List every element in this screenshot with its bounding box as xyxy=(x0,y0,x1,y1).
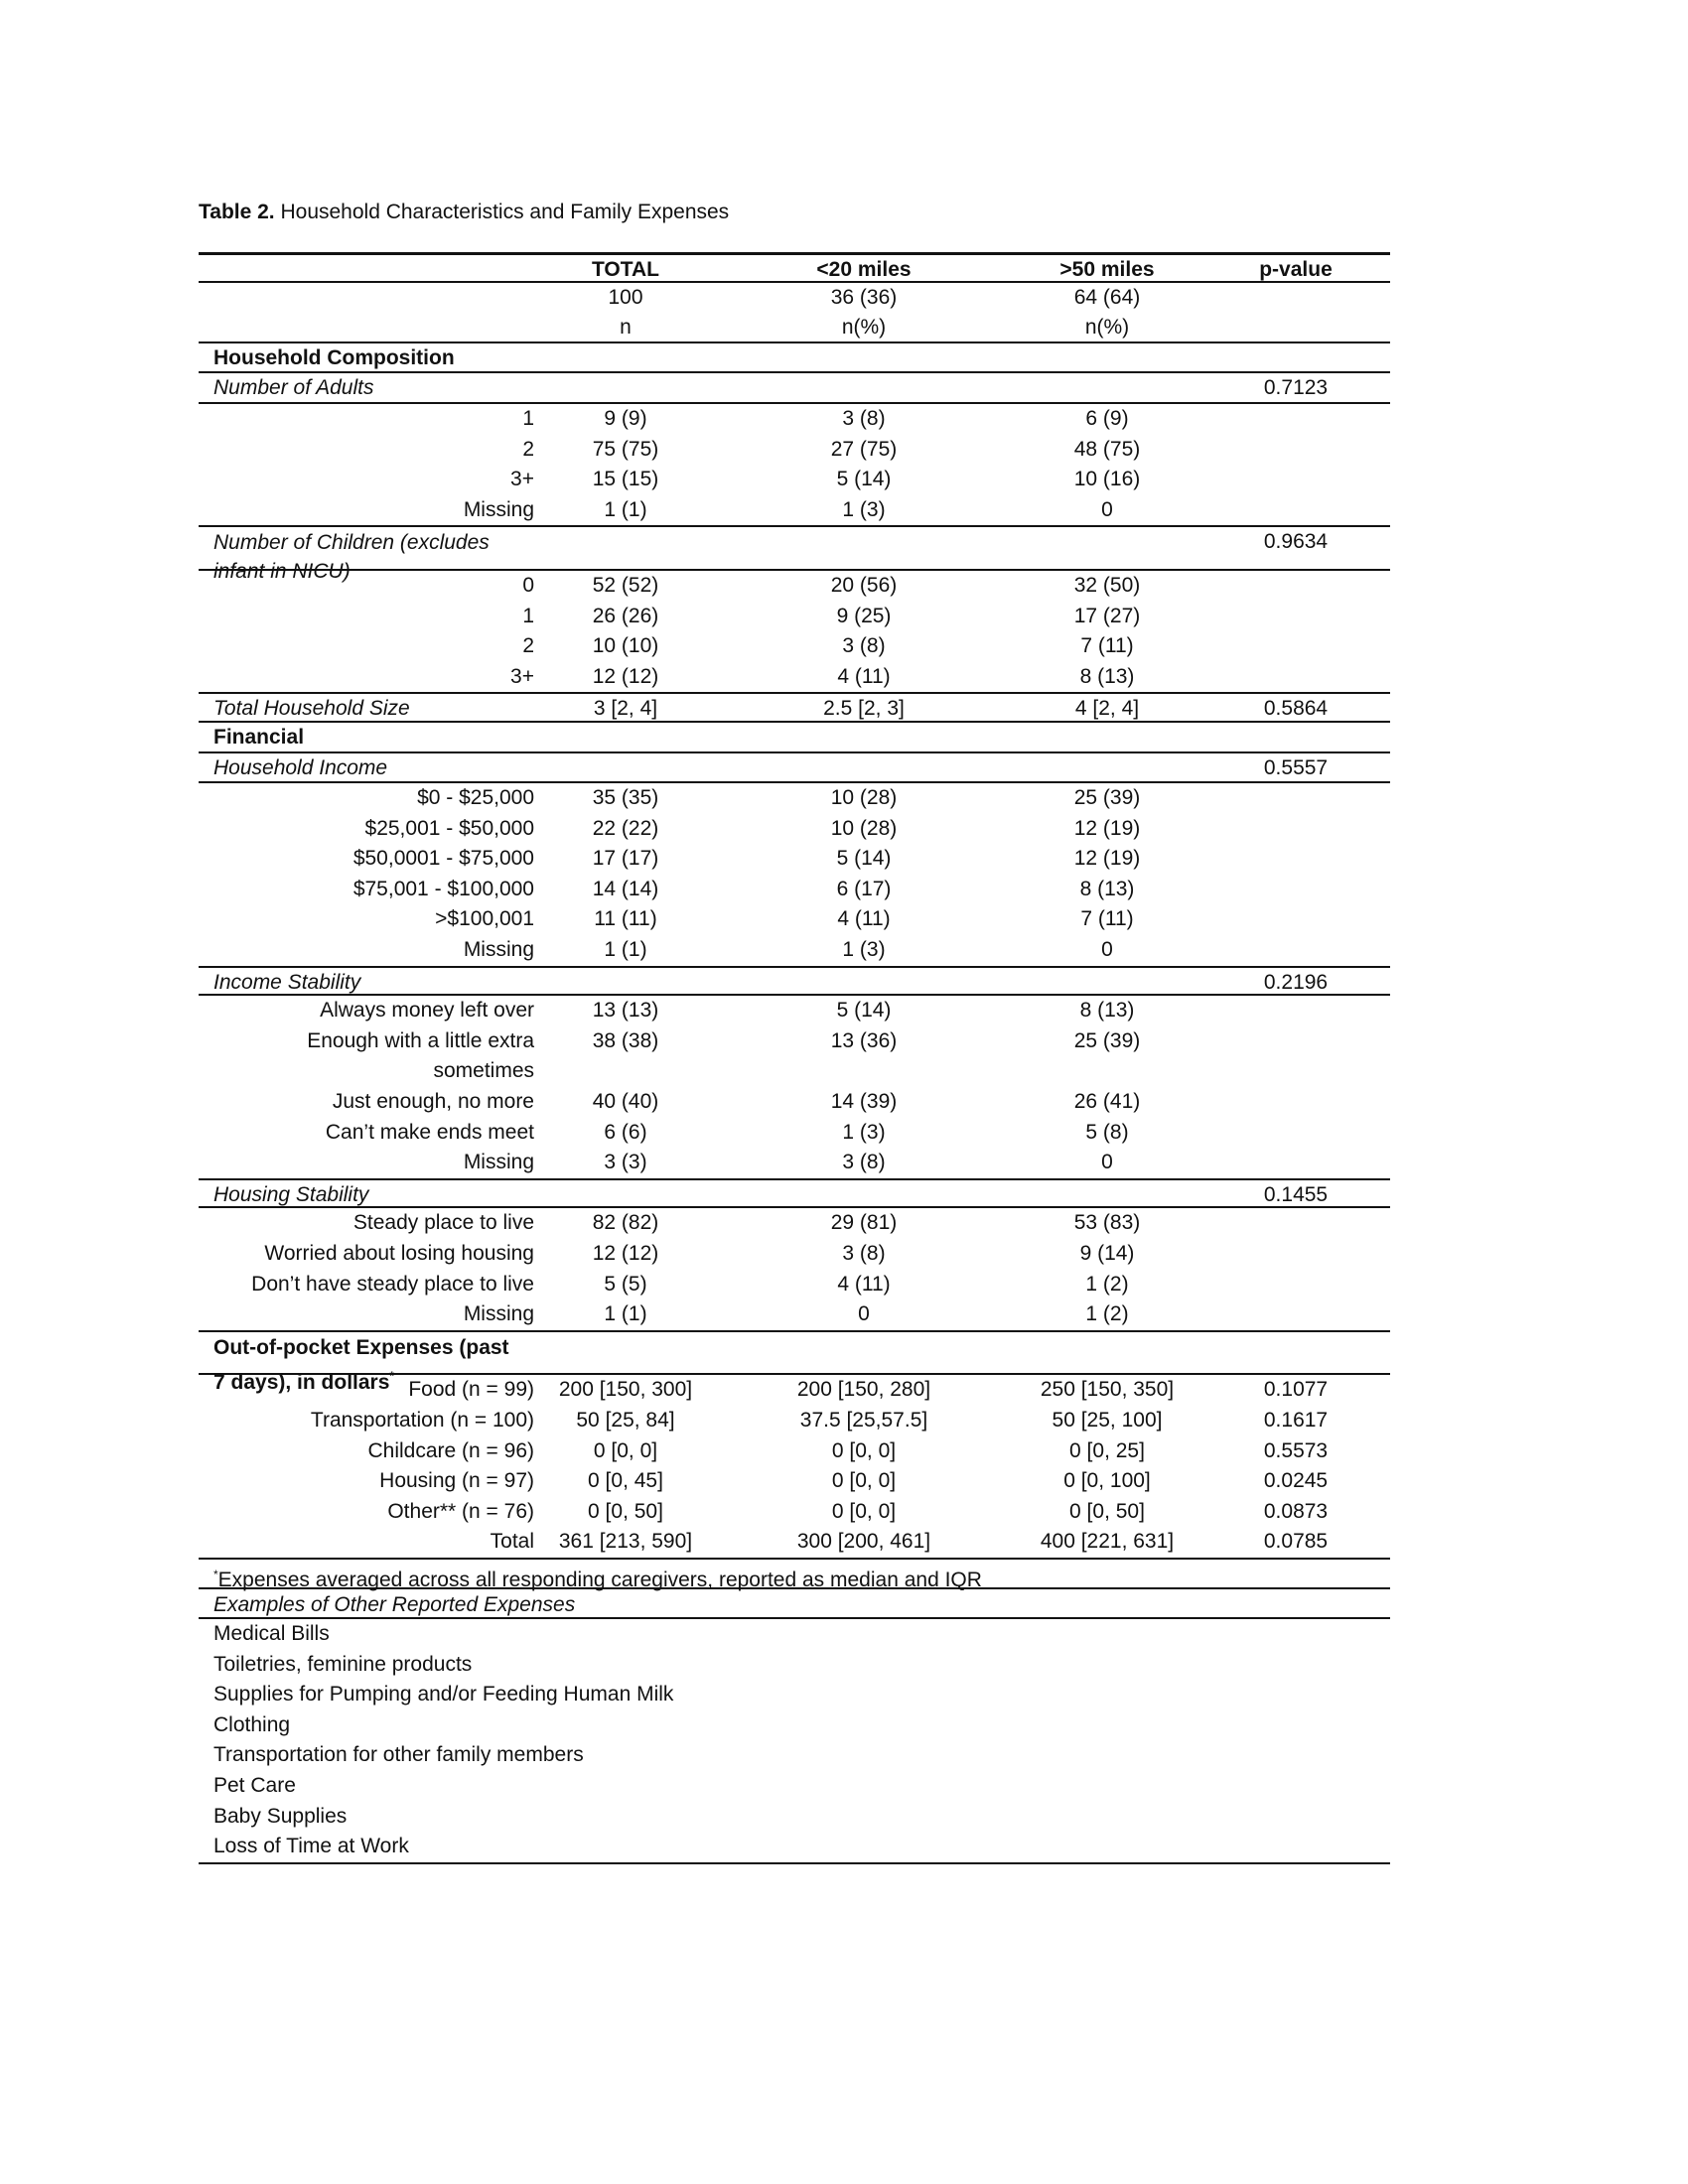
cell-pvalue: 0.0873 xyxy=(1263,1499,1329,1523)
row-label: 3+ xyxy=(510,664,534,688)
count-far: 64 (64) xyxy=(1073,285,1141,309)
table-row xyxy=(199,631,1390,662)
oop-line-2: 7 days), in dollars xyxy=(213,1370,390,1394)
cell-near: 4 (11) xyxy=(837,907,891,931)
cell-near: 1 (3) xyxy=(842,1120,886,1144)
section-label: Financial xyxy=(213,725,305,749)
row-label: 2 xyxy=(522,437,534,461)
table-row xyxy=(199,904,1390,935)
row-label: 1 xyxy=(522,406,534,430)
cell-pvalue xyxy=(1201,495,1390,526)
row-label: 1 xyxy=(522,604,534,627)
cell-near xyxy=(715,1056,1013,1087)
cell-far: 53 (83) xyxy=(1073,1211,1141,1235)
income-stability-rows xyxy=(199,996,1390,1178)
table-row xyxy=(199,1270,1390,1300)
table-row xyxy=(199,1239,1390,1270)
cell-pvalue xyxy=(1201,631,1390,662)
cell-near: 37.5 [25,57.5] xyxy=(799,1408,928,1432)
cell-far: 26 (41) xyxy=(1073,1090,1141,1114)
cell-far: 48 (75) xyxy=(1073,437,1141,461)
cell-pvalue xyxy=(1201,783,1390,814)
income-rows xyxy=(199,783,1390,966)
other-expenses-list xyxy=(199,1619,1390,1864)
cell-near: 6 (17) xyxy=(836,877,892,900)
row-label: Total Household Size xyxy=(213,697,410,721)
cell-total: 12 (12) xyxy=(592,1242,659,1265)
cell-far: 0 xyxy=(1101,497,1113,521)
cell-near: 3 (8) xyxy=(842,406,886,430)
cell-near: 3 (8) xyxy=(842,634,886,658)
row-label: Enough with a little extra xyxy=(307,1028,534,1052)
row-label: Total xyxy=(490,1530,534,1554)
cell-near: 10 (28) xyxy=(830,816,898,840)
cell-far: 25 (39) xyxy=(1073,786,1141,810)
row-label: Just enough, no more xyxy=(332,1090,534,1114)
unit-total: n xyxy=(620,316,632,340)
cell-pvalue xyxy=(1201,1026,1390,1057)
section-label: Household Composition xyxy=(213,345,455,369)
cell-total: 82 (82) xyxy=(592,1211,659,1235)
cell-pvalue xyxy=(1201,904,1390,935)
table-row xyxy=(199,495,1390,526)
count-total: 100 xyxy=(608,285,643,309)
cell-total: 1 (1) xyxy=(604,938,647,962)
cell-near: 29 (81) xyxy=(830,1211,898,1235)
cell-total: 22 (22) xyxy=(592,816,659,840)
caption-title: Household Characteristics and Family Expenses xyxy=(274,201,730,223)
count-near: 36 (36) xyxy=(830,285,898,309)
cell-near: 13 (36) xyxy=(830,1028,898,1052)
cell-pvalue: 0.1617 xyxy=(1263,1408,1329,1432)
row-label: Childcare (n = 96) xyxy=(367,1438,534,1462)
group-pvalue: 0.2196 xyxy=(1263,970,1329,994)
table-row xyxy=(199,1118,1390,1149)
row-label: Missing xyxy=(463,1302,534,1326)
cell-pvalue xyxy=(1201,1270,1390,1300)
cell-total: 15 (15) xyxy=(592,468,659,491)
header-total: TOTAL xyxy=(591,258,660,281)
table-row xyxy=(199,662,1390,693)
cell-near: 3 (8) xyxy=(842,1242,886,1265)
header-pvalue: p-value xyxy=(1259,258,1333,281)
header-near: <20 miles xyxy=(816,258,912,281)
cell-pvalue xyxy=(1201,875,1390,905)
cell-far: 17 (27) xyxy=(1073,604,1141,627)
list-item: Pet Care xyxy=(213,1773,296,1797)
group-label: Number of Adults xyxy=(213,376,374,400)
household-size-row xyxy=(199,692,1390,723)
group-income xyxy=(199,753,1390,784)
cell-total: 11 (11) xyxy=(594,907,657,931)
table-row xyxy=(199,571,1390,602)
cell-far: 8 (13) xyxy=(1079,877,1135,900)
cell-near: 9 (25) xyxy=(836,604,892,627)
table-row xyxy=(199,1375,1390,1406)
cell-far: 6 (9) xyxy=(1085,406,1129,430)
row-label: Worried about losing housing xyxy=(264,1242,534,1265)
cell-total: 0 [0, 45] xyxy=(588,1469,663,1493)
cell-near: 0 [0, 0] xyxy=(831,1499,897,1523)
row-label: Missing xyxy=(463,497,534,521)
cell-pvalue xyxy=(1201,1087,1390,1118)
cell-far: 4 [2, 4] xyxy=(1074,697,1140,721)
group-label: Number of Children (excludes infant in NICU) xyxy=(213,531,490,584)
housing-stability-rows xyxy=(199,1208,1390,1329)
cell-total: 1 (1) xyxy=(604,1302,647,1326)
cell-near: 0 xyxy=(858,1302,870,1326)
group-housing-stability xyxy=(199,1178,1390,1209)
cell-pvalue xyxy=(1201,1148,1390,1178)
cell-pvalue xyxy=(1201,1239,1390,1270)
cell-total: 40 (40) xyxy=(592,1090,659,1114)
row-label: Food (n = 99) xyxy=(408,1378,534,1402)
cell-near: 0 [0, 0] xyxy=(831,1469,897,1493)
cell-total: 200 [150, 300] xyxy=(558,1378,693,1402)
row-label: Steady place to live xyxy=(352,1211,534,1235)
table-row xyxy=(199,1026,1390,1057)
row-label: 2 xyxy=(522,634,534,658)
cell-far: 5 (8) xyxy=(1085,1120,1129,1144)
cell-pvalue xyxy=(1201,465,1390,495)
table-row xyxy=(199,1087,1390,1118)
group-label: Housing Stability xyxy=(213,1182,369,1206)
cell-total: 50 [25, 84] xyxy=(576,1408,675,1432)
group-pvalue: 0.1455 xyxy=(1263,1182,1329,1206)
header-row xyxy=(199,252,1390,283)
cell-near: 3 (8) xyxy=(842,1151,886,1174)
cell-total: 52 (52) xyxy=(592,573,659,597)
cell-pvalue xyxy=(1201,404,1390,435)
row-label: sometimes xyxy=(433,1059,534,1083)
row-label: Always money left over xyxy=(320,999,534,1023)
footnote-mark: * xyxy=(213,1567,218,1581)
cell-pvalue xyxy=(1201,814,1390,845)
list-item: Loss of Time at Work xyxy=(213,1835,409,1858)
cell-near: 27 (75) xyxy=(830,437,898,461)
list-item: Transportation for other family members xyxy=(213,1743,584,1767)
list-item: Baby Supplies xyxy=(213,1804,348,1828)
cell-total: 13 (13) xyxy=(592,999,659,1023)
footnote-text: Expenses averaged across all responding caregivers, reported as median and IQR xyxy=(217,1568,982,1591)
header-cell xyxy=(199,255,536,281)
cell-total: 10 (10) xyxy=(592,634,659,658)
cell-far: 7 (11) xyxy=(1080,634,1134,658)
cell-near: 4 (11) xyxy=(837,1272,891,1296)
cell-pvalue: 0.1077 xyxy=(1263,1378,1329,1402)
group-children xyxy=(199,525,1390,584)
cell-total: 0 [0, 0] xyxy=(593,1438,658,1462)
cell-pvalue xyxy=(1201,662,1390,693)
cell-total: 3 (3) xyxy=(604,1151,647,1174)
unit-far: n(%) xyxy=(1084,316,1130,340)
cell-pvalue xyxy=(1201,1208,1390,1239)
cell-far: 1 (2) xyxy=(1085,1302,1129,1326)
table-row xyxy=(199,602,1390,632)
cell-near: 5 (14) xyxy=(836,999,892,1023)
cell-total: 38 (38) xyxy=(592,1028,659,1052)
expense-rows xyxy=(199,1375,1390,1558)
cell-far: 250 [150, 350] xyxy=(1040,1378,1175,1402)
group-label: Household Income xyxy=(213,755,388,779)
oop-line-1: Out-of-pocket Expenses (past xyxy=(213,1335,509,1359)
row-label: $75,001 - $100,000 xyxy=(352,877,534,900)
table-row xyxy=(199,435,1390,466)
cell-far: 9 (14) xyxy=(1079,1242,1135,1265)
table-row xyxy=(199,1497,1390,1528)
table-row xyxy=(199,1527,1390,1558)
table-row xyxy=(199,1436,1390,1467)
cell-far: 12 (19) xyxy=(1073,816,1141,840)
cell-total: 6 (6) xyxy=(604,1120,647,1144)
row-label: $50,0001 - $75,000 xyxy=(352,847,534,871)
caption-label: Table 2. xyxy=(199,201,275,223)
group-label: Income Stability xyxy=(213,970,361,994)
cell-far: 32 (50) xyxy=(1073,573,1141,597)
header-far: >50 miles xyxy=(1059,258,1155,281)
list-item: Clothing xyxy=(213,1712,291,1736)
cell-pvalue: 0.5573 xyxy=(1263,1438,1329,1462)
row-label: Missing xyxy=(463,938,534,962)
row-label: Housing (n = 97) xyxy=(379,1469,534,1493)
table-row xyxy=(199,465,1390,495)
row-label: Missing xyxy=(463,1151,534,1174)
cell-pvalue xyxy=(1201,1056,1390,1087)
cell-total: 35 (35) xyxy=(592,786,659,810)
table-row xyxy=(199,1148,1390,1178)
cell-total: 361 [213, 590] xyxy=(558,1530,693,1554)
cell-far: 10 (16) xyxy=(1073,468,1141,491)
group-pvalue: 0.5557 xyxy=(1263,755,1329,779)
table-row xyxy=(199,1208,1390,1239)
units-row xyxy=(199,313,1390,343)
table-row xyxy=(199,844,1390,875)
table-row xyxy=(199,783,1390,814)
row-label: $25,001 - $50,000 xyxy=(364,816,534,840)
cell-pvalue xyxy=(1201,1118,1390,1149)
table-page xyxy=(199,199,1390,1864)
cell-near: 0 [0, 0] xyxy=(831,1438,897,1462)
table-row xyxy=(199,1406,1390,1436)
cell-total: 0 [0, 50] xyxy=(588,1499,663,1523)
cell-near: 1 (3) xyxy=(842,938,886,962)
cell-total: 3 [2, 4] xyxy=(593,697,658,721)
cell-far: 0 [0, 100] xyxy=(1063,1469,1151,1493)
table-caption xyxy=(199,199,1390,226)
cell-pvalue xyxy=(1201,602,1390,632)
counts-row xyxy=(199,283,1390,314)
cell-far: 0 [0, 50] xyxy=(1069,1499,1145,1523)
cell-far: 0 xyxy=(1101,938,1113,962)
cell-far: 1 (2) xyxy=(1085,1272,1129,1296)
cell-far: 50 [25, 100] xyxy=(1052,1408,1163,1432)
cell-near: 200 [150, 280] xyxy=(796,1378,931,1402)
table-row xyxy=(199,404,1390,435)
cell-far: 25 (39) xyxy=(1073,1028,1141,1052)
other-expenses-heading: Examples of Other Reported Expenses xyxy=(199,1587,1390,1619)
cell-near: 4 (11) xyxy=(837,664,891,688)
table-row xyxy=(199,1056,1390,1087)
row-label: Transportation (n = 100) xyxy=(310,1408,534,1432)
children-rows xyxy=(199,571,1390,692)
table-row xyxy=(199,1466,1390,1497)
table-row xyxy=(199,814,1390,845)
cell-near: 300 [200, 461] xyxy=(796,1530,931,1554)
cell-far: 8 (13) xyxy=(1079,999,1135,1023)
cell-pvalue: 0.0785 xyxy=(1263,1530,1329,1554)
cell-total: 75 (75) xyxy=(592,437,659,461)
cell-far: 7 (11) xyxy=(1080,907,1134,931)
list-item: Medical Bills xyxy=(213,1621,330,1645)
table-row xyxy=(199,875,1390,905)
row-label: Other** (n = 76) xyxy=(387,1499,534,1523)
cell-pvalue: 0.5864 xyxy=(1263,697,1329,721)
unit-near: n(%) xyxy=(841,316,887,340)
cell-total: 9 (9) xyxy=(604,406,647,430)
cell-total: 12 (12) xyxy=(592,664,659,688)
cell-far: 0 [0, 25] xyxy=(1069,1438,1145,1462)
list-item: Toiletries, feminine products xyxy=(213,1652,473,1676)
row-label: 3+ xyxy=(510,468,534,491)
cell-total: 1 (1) xyxy=(604,497,647,521)
cell-pvalue xyxy=(1201,935,1390,966)
cell-near: 10 (28) xyxy=(830,786,898,810)
cell-far xyxy=(1013,1056,1201,1087)
section-household xyxy=(199,343,1390,374)
cell-total: 17 (17) xyxy=(592,847,659,871)
cell-total xyxy=(536,1056,715,1087)
group-pvalue: 0.9634 xyxy=(1263,530,1329,554)
cell-pvalue xyxy=(1201,571,1390,602)
cell-far: 8 (13) xyxy=(1079,664,1135,688)
cell-far: 0 xyxy=(1101,1151,1113,1174)
cell-pvalue xyxy=(1201,996,1390,1026)
row-label: >$100,001 xyxy=(435,907,534,931)
cell-far: 12 (19) xyxy=(1073,847,1141,871)
row-label: 0 xyxy=(522,573,534,597)
cell-pvalue: 0.0245 xyxy=(1263,1469,1329,1493)
cell-near: 5 (14) xyxy=(836,468,892,491)
table-row xyxy=(199,996,1390,1026)
adults-rows xyxy=(199,404,1390,525)
cell-pvalue xyxy=(1201,844,1390,875)
row-label: Don’t have steady place to live xyxy=(251,1272,534,1296)
cell-near: 14 (39) xyxy=(830,1090,898,1114)
row-label: $0 - $25,000 xyxy=(417,786,534,810)
cell-total: 5 (5) xyxy=(604,1272,647,1296)
cell-near: 1 (3) xyxy=(842,497,886,521)
group-income-stability xyxy=(199,966,1390,997)
row-label: Can’t make ends meet xyxy=(325,1120,534,1144)
table-row xyxy=(199,1299,1390,1330)
group-pvalue: 0.7123 xyxy=(1263,376,1329,400)
cell-far: 400 [221, 631] xyxy=(1040,1530,1175,1554)
table-row xyxy=(199,935,1390,966)
cell-total: 26 (26) xyxy=(592,604,659,627)
footnote xyxy=(199,1558,1390,1591)
cell-total: 14 (14) xyxy=(592,877,659,900)
cell-pvalue xyxy=(1201,1299,1390,1330)
cell-near: 5 (14) xyxy=(836,847,892,871)
section-financial xyxy=(199,723,1390,753)
cell-pvalue xyxy=(1201,435,1390,466)
cell-near: 20 (56) xyxy=(830,573,898,597)
oop-sup: * xyxy=(389,1368,395,1383)
cell-near: 2.5 [2, 3] xyxy=(823,697,905,721)
list-item: Supplies for Pumping and/or Feeding Human Milk xyxy=(213,1683,674,1706)
group-adults xyxy=(199,373,1390,404)
